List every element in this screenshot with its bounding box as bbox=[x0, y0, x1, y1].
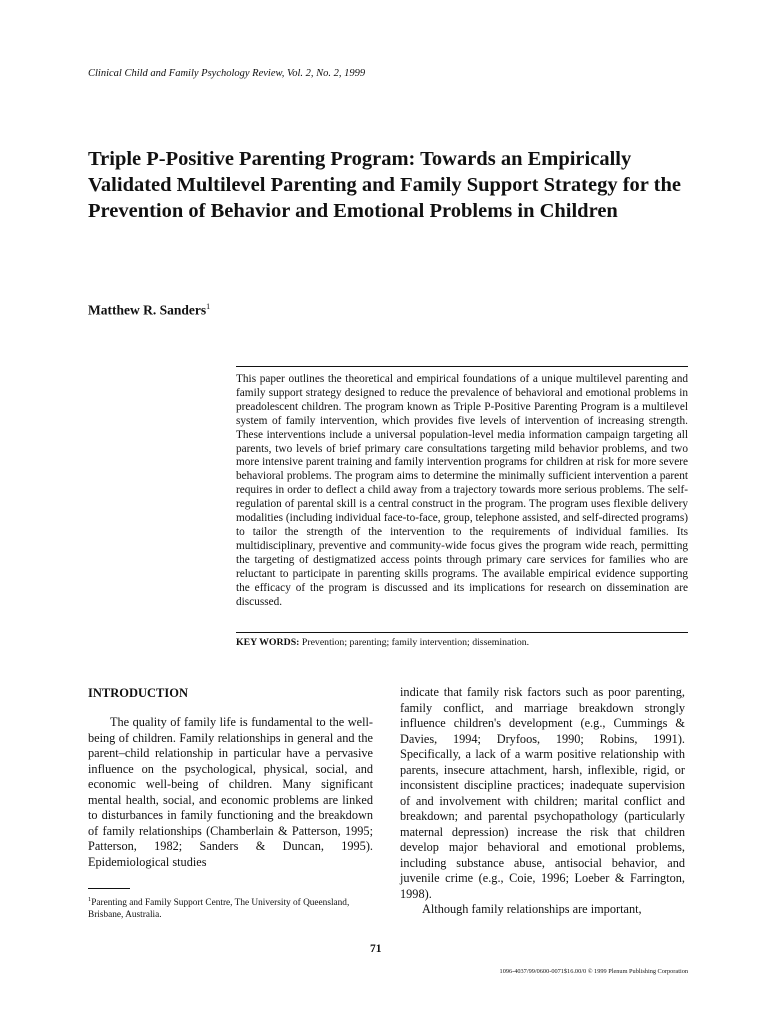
page-number: 71 bbox=[370, 943, 382, 955]
journal-citation: Clinical Child and Family Psychology Review, Vol. 2, No. 2, 1999 bbox=[88, 68, 366, 79]
article-title: Triple P-Positive Parenting Program: Towards an Empirically Validated Multilevel Parenting and Family Support Strategy for the Prevention of Behavior and Emotional Problems in Children bbox=[88, 148, 681, 222]
abstract-text: This paper outlines the theoretical and empirical foundations of a unique multilevel parenting and family support strategy designed to reduce the prevalence of behavioral and emotional problems in preadolescent children. The program known as Triple P-Positive Parenting Program is a multilevel system of family intervention, which provides five levels of intervention of increasing strength. These interventions include a universal population-level media information campaign targeting all parents, two levels of brief primary care consultations targeting mild behavior problems, and two more intensive parent training and family intervention programs for children at risk for more severe behavioral problems. The program aims to determine the minimally sufficient intervention a parent requires in order to deflect a child away from a trajectory towards more serious problems. The self-regulation of parental skill is a central construct in the program. The program uses flexible delivery modalities (including individual face-to-face, group, telephone assisted, and self-directed programs) to tailor the strength of the intervention to the requirements of individual families. Its multidisciplinary, preventive and community-wide focus gives the program wide reach, permitting the targeting of destigmatized access points through primary care services for families who are reluctant to participate in parenting skills programs. The available empirical evidence supporting the efficacy of the program is discussed and its implications for research on dissemination are discussed. bbox=[236, 373, 688, 608]
intro-paragraph-right-1: indicate that family risk factors such as poor parenting, family conflict, and marriage breakdown strongly influence children's development (e.g., Cummings & Davies, 1994; Dryfoos, 1990; Robins, 1991). Specifically, a lack of a warm positive relationship with parents, insecure attachment, harsh, inflexible, rigid, or inconsistent discipline practices; inadequate supervision of and involvement with children; marital conflict and breakdown; and parental psychopathology (particularly maternal depression) increase the risk that children develop major behavioral and emotional problems, including substance abuse, antisocial behavior, and juvenile crime (e.g., Coie, 1996; Loeber & Farrington, 1998). bbox=[400, 685, 685, 901]
section-heading-introduction: INTRODUCTION bbox=[88, 686, 189, 700]
abstract-top-rule bbox=[236, 366, 688, 367]
keywords-line bbox=[236, 637, 688, 648]
keywords-text: Prevention; parenting; family intervention; dissemination. bbox=[301, 637, 530, 648]
intro-column-right bbox=[400, 685, 685, 918]
footnote-affiliation bbox=[88, 894, 373, 921]
intro-paragraph-right-2: Although family relationships are important, bbox=[422, 902, 642, 916]
footnote-rule bbox=[88, 888, 130, 889]
abstract-bottom-rule bbox=[236, 632, 688, 633]
footnote-mark: 1 bbox=[88, 896, 92, 903]
intro-paragraph-left: The quality of family life is fundamental to the well-being of children. Family relationships in general and the parent–child relationship in particular have a pervasive influence on the psychological, physical, social, and economic well-being of children. Many significant mental health, social, and economic problems are linked to disturbances in family functioning and the breakdown of family relationships (Chamberlain & Patterson, 1995; Patterson, 1982; Sanders & Duncan, 1995). Epidemiological studies bbox=[88, 715, 373, 869]
author-footnote-mark: 1 bbox=[206, 302, 211, 311]
footnote-text: Parenting and Family Support Centre, The University of Queensland, Brisbane, Australia. bbox=[88, 898, 350, 920]
copyright-line: 1096-4037/99/0600-0071$16.00/0 © 1999 Plenum Publishing Corporation bbox=[499, 968, 688, 975]
author-name bbox=[88, 302, 210, 319]
author-name-text: Matthew R. Sanders bbox=[88, 302, 207, 318]
keywords-label: KEY WORDS: bbox=[236, 637, 300, 648]
